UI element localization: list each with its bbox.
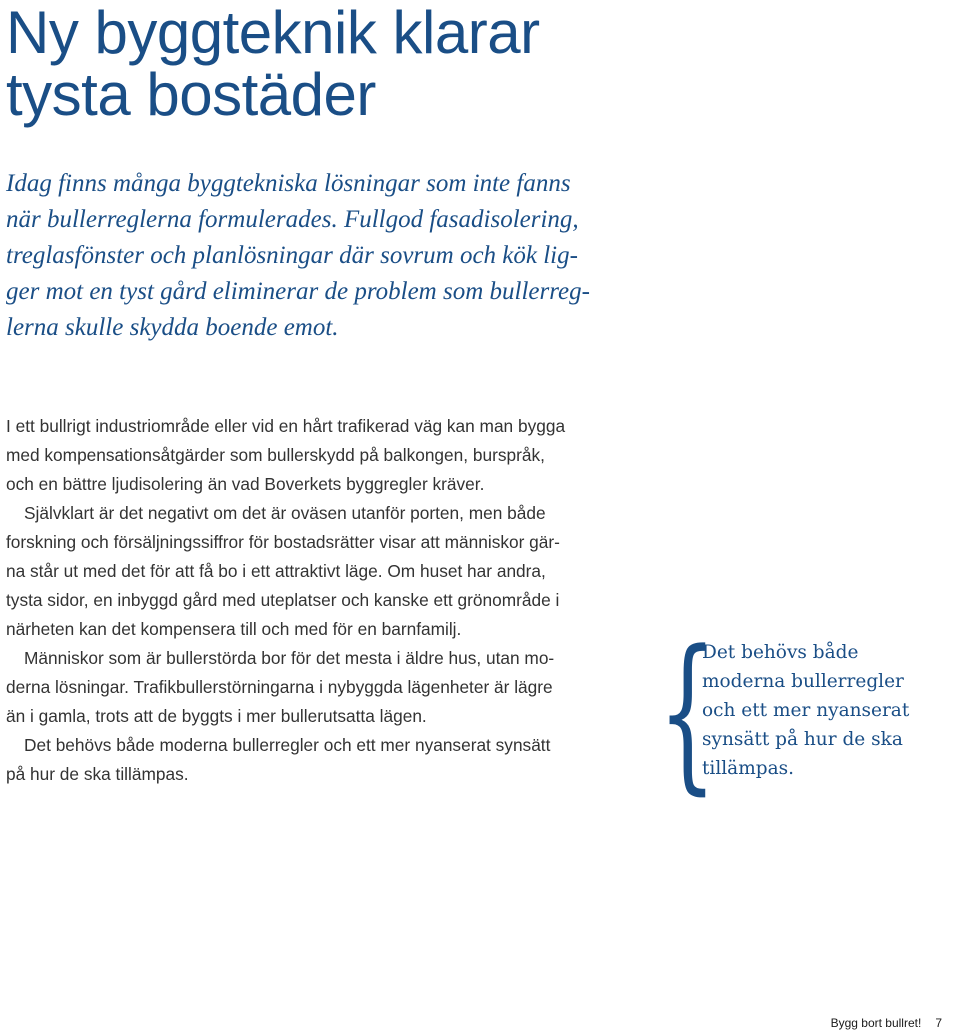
body-line: forskning och försäljningssiffror för bostadsrätter visar att människor gär- <box>6 532 560 552</box>
pull-quote <box>658 614 948 810</box>
body-line: Det behövs både moderna bullerregler och ett mer nyanserat synsätt <box>24 735 551 755</box>
body-line: derna lösningar. Trafikbullerstörningarna i nybyggda lägenheter är lägre <box>6 677 553 697</box>
body-line: närheten kan det kompensera till och med för en barnfamilj. <box>6 619 462 639</box>
ingress-line: lerna skulle skydda boende emot. <box>6 314 339 341</box>
pull-quote-line: moderna bullerregler <box>702 671 904 692</box>
pull-quote-line: synsätt på hur de ska <box>702 729 903 750</box>
body-line: på hur de ska tillämpas. <box>6 764 189 784</box>
body-line: Människor som är bullerstörda bor för det mesta i äldre hus, utan mo- <box>24 648 555 668</box>
body-line: med kompensationsåtgärder som bullerskydd på balkongen, burspråk, <box>6 445 545 465</box>
body-text <box>6 412 636 789</box>
pull-quote-line: och ett mer nyanserat <box>702 700 910 721</box>
body-line: än i gamla, trots att de byggts i mer bullerutsatta lägen. <box>6 706 427 726</box>
ingress-line: treglasfönster och planlösningar där sovrum och kök lig- <box>6 242 578 269</box>
body-line: och en bättre ljudisolering än vad Boverkets byggregler kräver. <box>6 474 485 494</box>
page-number: 7 <box>935 1016 942 1030</box>
headline-line-2: tysta bostäder <box>6 61 376 128</box>
page-footer <box>831 1016 942 1030</box>
pull-quote-text <box>702 638 909 783</box>
publication-title: Bygg bort bullret! <box>830 1016 922 1030</box>
body-line: Självklart är det negativt om det är oväsen utanför porten, men både <box>24 503 546 523</box>
body-line: tysta sidor, en inbyggd gård med uteplatser och kanske ett grönområde i <box>6 590 560 610</box>
headline-line-1: Ny byggteknik klarar <box>6 0 540 66</box>
ingress-paragraph <box>6 166 646 346</box>
ingress-line: Idag finns många byggtekniska lösningar som inte fanns <box>6 170 571 197</box>
page-headline <box>6 2 906 126</box>
pull-quote-line: tillämpas. <box>702 758 795 779</box>
curly-brace-icon: { <box>658 614 717 810</box>
pull-quote-line: Det behövs både <box>702 642 859 663</box>
ingress-line: när bullerreglerna formulerades. Fullgod fasadisolering, <box>6 206 579 233</box>
body-line: I ett bullrigt industriområde eller vid en hårt trafikerad väg kan man bygga <box>6 416 566 436</box>
body-line: na står ut med det för att få bo i ett attraktivt läge. Om huset har andra, <box>6 561 546 581</box>
ingress-line: ger mot en tyst gård eliminerar de problem som bullerreg- <box>6 278 590 305</box>
